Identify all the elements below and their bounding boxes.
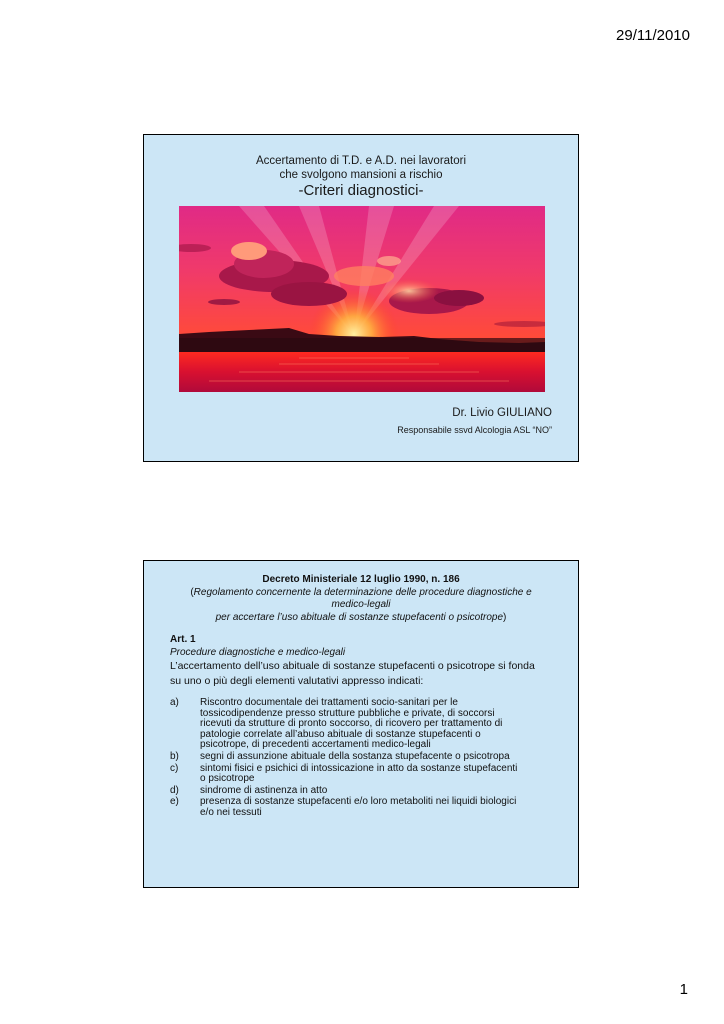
page-number: 1: [679, 981, 688, 998]
list-item-line: patologie correlate all’abuso abituale di sostanze stupefacenti o: [200, 728, 481, 740]
decree-subheading-text1: Regolamento concernente la determinazione delle procedure diagnostiche e: [193, 586, 532, 598]
list-item-key: c): [170, 762, 179, 774]
list-item: [170, 786, 552, 797]
list-item-text: [200, 764, 552, 785]
slide1-subtitle-line1: Accertamento di T.D. e A.D. nei lavoratori: [255, 155, 467, 167]
art-label: Art. 1: [170, 634, 196, 645]
list-item-line: Riscontro documentale dei trattamenti socio-sanitari per le: [200, 697, 458, 708]
list-item-line: presenza di sostanze stupefacenti e/o loro metaboliti nei liquidi biologici: [200, 796, 517, 808]
list-item-text: [200, 698, 552, 751]
list-item-key: e): [170, 796, 179, 808]
list-item-line: sindrome di astinenza in atto: [200, 784, 328, 796]
decree-heading: Decreto Ministeriale 12 luglio 1990, n. 186: [262, 574, 460, 585]
title-slide: [143, 134, 579, 462]
intro-line1: L’accertamento dell’uso abituale di sostanze stupefacenti o psicotrope si fonda: [170, 660, 535, 672]
paren-open: (: [190, 586, 194, 598]
intro-line2: su uno o più degli elementi valutativi appresso indicati:: [170, 674, 424, 687]
decree-content: [170, 574, 552, 820]
list-item: [170, 764, 552, 785]
decree-slide: [143, 560, 579, 888]
list-item-line: segni di assunzione abituale della sostanza stupefacente o psicotropa: [200, 750, 510, 762]
list-item-text: [200, 752, 552, 763]
list-item-line: psicotrope, di precedenti accertamenti medico-legali: [200, 739, 431, 751]
decree-subheading-text3: per accertare l’uso abituale di sostanze stupefacenti o psicotrope: [215, 611, 504, 623]
page-date: 29/11/2010: [616, 27, 690, 44]
list-item-text: [200, 797, 552, 818]
list-item-line: sintomi fisici e psichici di intossicazione in atto da sostanze stupefacenti: [200, 762, 518, 774]
criteria-list: [170, 698, 552, 819]
slide1-role: Responsabile ssvd Alcologia ASL “NO”: [397, 425, 552, 435]
decree-subheading-line3: [170, 612, 552, 625]
list-item: [170, 797, 552, 818]
paren-close: ): [503, 611, 507, 623]
list-item-line: e/o nei tessuti: [200, 806, 262, 818]
list-item-key: b): [170, 750, 179, 762]
slide1-author: Dr. Livio GIULIANO: [452, 407, 552, 419]
decree-subheading-line2: medico-legali: [331, 599, 391, 610]
list-item: [170, 698, 552, 751]
list-item-line: ricevuti da strutture di pronto soccorso, di ricovero per trattamento di: [200, 718, 503, 730]
slide1-subtitle-line2: che svolgono mansioni a rischio: [279, 169, 443, 181]
list-item-key: a): [170, 697, 179, 708]
slide1-title: -Criteri diagnostici-: [298, 182, 424, 199]
list-item-line: o psicotrope: [200, 773, 255, 785]
decree-subheading-line1: [170, 587, 552, 600]
list-item-line: tossicodipendenze presso strutture pubbliche e private, di soccorsi: [200, 707, 495, 719]
sunset-image: [179, 206, 545, 392]
list-item-key: d): [170, 784, 179, 796]
list-item-text: [200, 786, 552, 797]
art-title: Procedure diagnostiche e medico-legali: [170, 646, 346, 658]
list-item: [170, 752, 552, 763]
